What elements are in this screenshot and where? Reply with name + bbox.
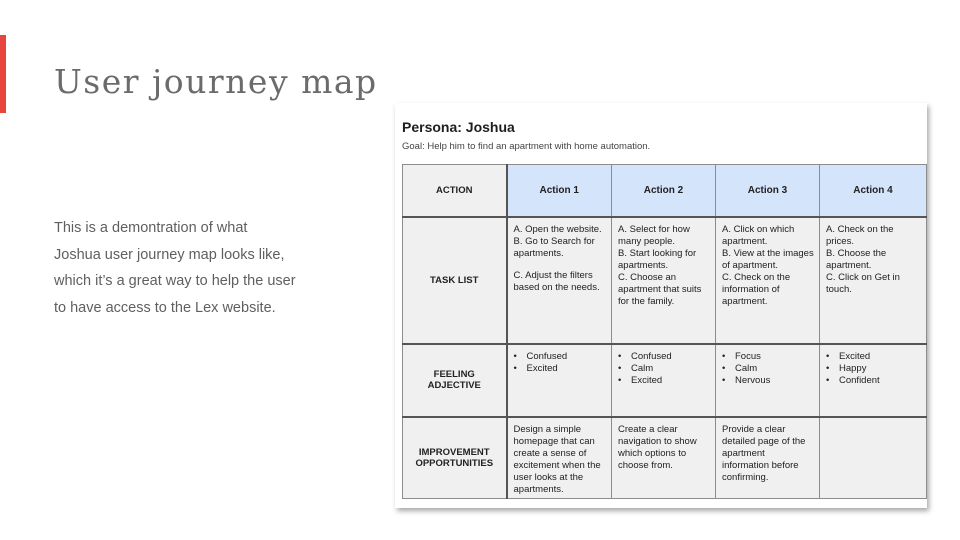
feeling-cell (612, 344, 716, 417)
feeling-item: • Focus (722, 351, 814, 363)
row-label-line: IMPROVEMENT (418, 446, 490, 458)
task-step: B. Start looking for apartments. (618, 247, 697, 271)
column-header: Action 1 (507, 165, 612, 217)
feeling-item: • Excited (618, 375, 710, 387)
feeling-item: • Excited (826, 351, 921, 363)
task-cell (716, 217, 820, 344)
feeling-item: • Confused (618, 351, 710, 363)
improvement-cell (716, 417, 820, 499)
improvement-text: Create a clear navigation to show which options to choose from. (618, 423, 697, 471)
column-header: Action 2 (612, 165, 716, 217)
feeling-item: • Excited (514, 363, 607, 375)
improvement-text (820, 418, 926, 424)
description-line: which it’s a great way to help the user (54, 273, 296, 289)
feeling-cell (820, 344, 927, 417)
improvement-cell (507, 417, 612, 499)
feeling-item: • Calm (618, 363, 710, 375)
column-header: Action 4 (820, 165, 927, 217)
table-row (403, 217, 927, 344)
task-cell (507, 217, 612, 344)
task-step: B. View at the images of apartment. (722, 247, 814, 271)
feeling-item: • Nervous (722, 375, 814, 387)
journey-map-card (395, 103, 927, 508)
task-step: A. Select for how many people. (618, 223, 690, 247)
description-line: Joshua user journey map looks like, (54, 246, 285, 263)
accent-bar (0, 35, 6, 113)
task-cell (820, 217, 927, 344)
journey-map-table (402, 164, 927, 499)
slide-title: User journey map (54, 62, 378, 101)
task-step: B. Go to Search for apartments. (513, 235, 595, 259)
table-row (403, 417, 927, 499)
row-label-feeling (403, 344, 507, 417)
improvement-text: Provide a clear detailed page of the apartment information before confirming. (722, 423, 806, 483)
slide-description (54, 215, 310, 321)
feeling-item: • Happy (826, 363, 921, 375)
task-step: A. Check on the prices. (826, 223, 894, 247)
row-label-line: ADJECTIVE (427, 380, 481, 391)
table-header-row (403, 165, 927, 217)
feeling-item: • Calm (722, 363, 814, 375)
feeling-cell (716, 344, 820, 417)
corner-label: ACTION (403, 165, 507, 217)
feeling-cell (507, 344, 612, 417)
task-step: C. Check on the information of apartment. (722, 271, 791, 307)
row-label-line: FEELING (433, 369, 475, 380)
feeling-item: • Confident (826, 375, 921, 387)
table-row (403, 344, 927, 417)
task-cell (612, 217, 716, 344)
column-header: Action 3 (716, 165, 820, 217)
task-step: A. Click on which apartment. (722, 223, 795, 247)
persona-title: Persona: Joshua (402, 119, 515, 135)
improvement-cell (820, 417, 927, 499)
task-step: A. Open the website. (513, 223, 602, 235)
task-step: C. Choose an apartment that suits for the family. (618, 271, 702, 307)
persona-goal: Goal: Help him to find an apartment with home automation. (402, 141, 651, 152)
description-line: to have access to the Lex website. (54, 299, 276, 316)
task-step: B. Choose the apartment. (826, 247, 887, 271)
description-line: This is a demontration of what (54, 220, 248, 236)
row-label-line: OPPORTUNITIES (415, 457, 494, 469)
task-step: C. Adjust the filters based on the needs. (513, 269, 600, 293)
row-label-improvement (403, 417, 507, 499)
feeling-item: • Confused (514, 351, 607, 363)
task-step: C. Click on Get in touch. (826, 271, 900, 295)
improvement-cell (612, 417, 716, 499)
improvement-text: Design a simple homepage that can create a sense of excitement when the user looks at the apartments. (513, 423, 601, 495)
row-label-task-list: TASK LIST (403, 217, 507, 344)
